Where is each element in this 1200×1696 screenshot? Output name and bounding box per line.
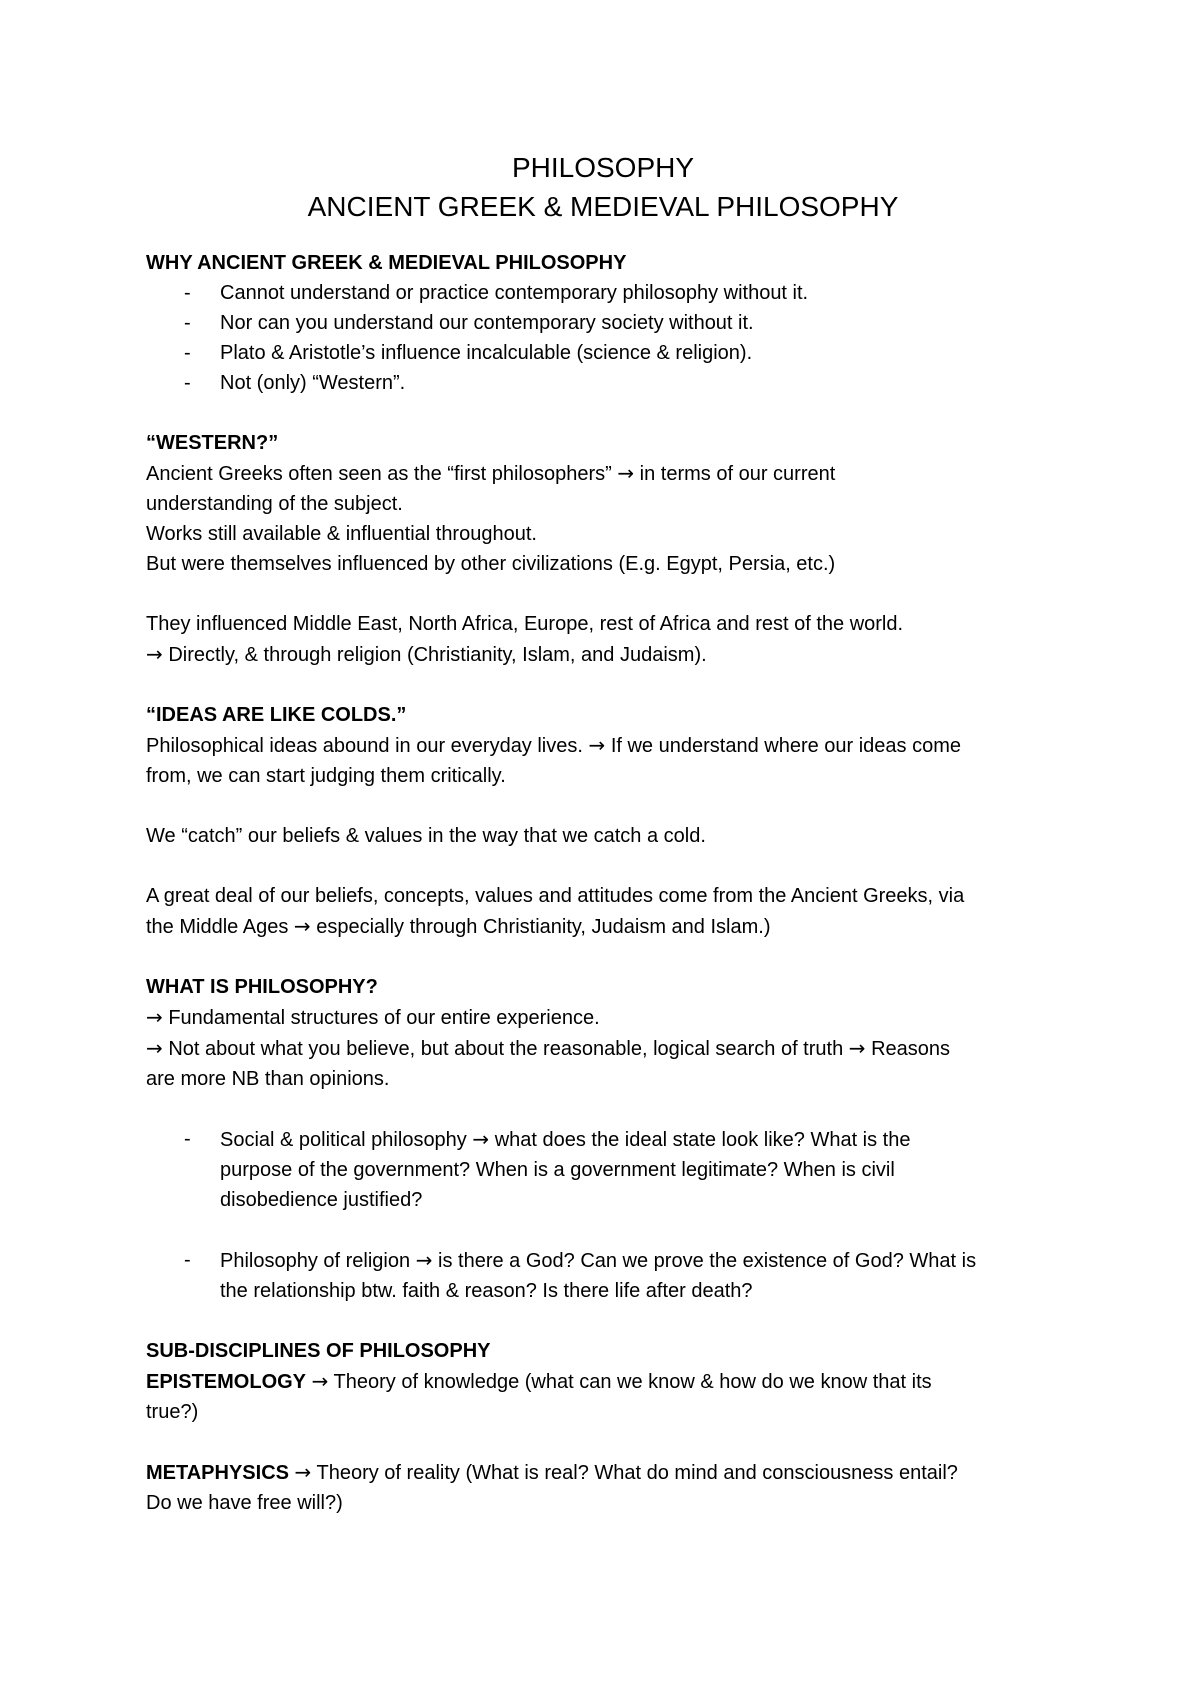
arrow-icon: →	[617, 461, 635, 485]
arrow-icon: →	[146, 642, 163, 666]
arrow-icon: →	[311, 1369, 329, 1393]
metaphysics-term: METAPHYSICS	[146, 1462, 289, 1484]
why-item: - Cannot understand or practice contemporary philosophy without it.	[146, 278, 1060, 308]
what-paragraph-1: → Fundamental structures of our entire experience.	[146, 1005, 600, 1029]
western-paragraph-5: → Directly, & through religion (Christianity, Islam, and Judaism).	[146, 642, 707, 666]
arrow-icon: →	[588, 733, 606, 757]
arrow-icon: →	[146, 1036, 163, 1060]
dash-mark: -	[184, 282, 191, 304]
dash-mark: -	[184, 1128, 191, 1150]
epistemology-term: EPISTEMOLOGY	[146, 1371, 307, 1393]
list-spacer	[146, 1215, 1060, 1245]
western-paragraph-1: Ancient Greeks often seen as the “first philosophers” → in terms of our current understanding of the subject.	[146, 461, 836, 515]
arrow-icon: →	[472, 1127, 490, 1151]
why-item: - Plato & Aristotle’s influence incalculable (science & religion).	[146, 338, 1060, 368]
metaphysics-paragraph: METAPHYSICS → Theory of reality (What is real? What do mind and consciousness entail? Do we have free will?)	[146, 1460, 958, 1514]
title-line-2: ANCIENT GREEK & MEDIEVAL PHILOSOPHY	[307, 191, 899, 222]
colds-paragraph-3: A great deal of our beliefs, concepts, values and attitudes come from the Ancient Greeks, via the Middle Ages → especially through Christianity, Judaism and Islam.)	[146, 885, 965, 938]
why-item: - Nor can you understand our contemporary society without it.	[146, 308, 1060, 338]
document-title	[146, 148, 1060, 226]
dash-mark: -	[184, 312, 191, 334]
dash-mark: -	[184, 372, 191, 394]
what-heading: WHAT IS PHILOSOPHY?	[146, 976, 378, 998]
colds-paragraph-1: Philosophical ideas abound in our everyday lives. → If we understand where our ideas come from, we can start judging them critically.	[146, 733, 962, 787]
what-item-religion: - Philosophy of religion → is there a God? Can we prove the existence of God? What is the relationship btw. faith & reason? Is there life after death?	[146, 1245, 1060, 1306]
western-heading: “WESTERN?”	[146, 432, 279, 454]
why-list	[146, 278, 1060, 398]
why-item: - Not (only) “Western”.	[146, 368, 1060, 398]
epistemology-paragraph: EPISTEMOLOGY → Theory of knowledge (what can we know & how do we know that its true?)	[146, 1369, 932, 1423]
arrow-icon: →	[146, 1005, 163, 1029]
arrow-icon: →	[294, 1460, 312, 1484]
western-paragraph-4: They influenced Middle East, North Africa, Europe, rest of Africa and rest of the world.	[146, 613, 904, 635]
western-paragraph-3: But were themselves influenced by other civilizations (E.g. Egypt, Persia, etc.)	[146, 553, 836, 575]
arrow-icon: →	[293, 914, 311, 938]
dash-mark: -	[184, 342, 191, 364]
arrow-icon: →	[848, 1036, 866, 1060]
western-paragraph-2: Works still available & influential throughout.	[146, 523, 537, 545]
what-list	[146, 1124, 1060, 1306]
arrow-icon: →	[415, 1248, 433, 1272]
colds-paragraph-2: We “catch” our beliefs & values in the way that we catch a cold.	[146, 825, 706, 847]
sub-heading: SUB-DISCIPLINES OF PHILOSOPHY	[146, 1340, 491, 1362]
why-heading: WHY ANCIENT GREEK & MEDIEVAL PHILOSOPHY	[146, 252, 627, 274]
what-item-social: - Social & political philosophy → what does the ideal state look like? What is the purpose of the government? When is a government legitimate? When is civil disobedience justified?	[146, 1124, 1060, 1215]
colds-heading: “IDEAS ARE LIKE COLDS.”	[146, 704, 407, 726]
dash-mark: -	[184, 1249, 191, 1271]
title-line-1: PHILOSOPHY	[511, 152, 695, 183]
what-paragraph-2: → Not about what you believe, but about the reasonable, logical search of truth → Reasons are more NB than opinions.	[146, 1036, 951, 1090]
